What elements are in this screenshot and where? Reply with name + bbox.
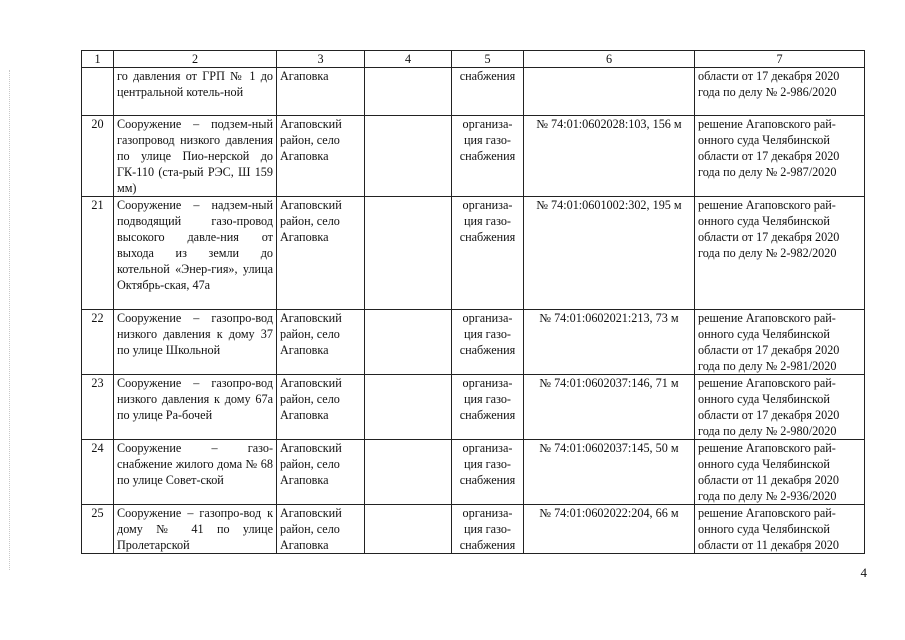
object-purpose: организа-ция газо-снабжения	[452, 505, 524, 554]
court-decision: решение Агаповского рай-онного суда Челябинской области от 17 декабря 2020 года по делу № 2-982/2020	[695, 197, 865, 310]
court-decision: области от 17 декабря 2020 года по делу № 2-986/2020	[695, 68, 865, 116]
object-address: Агаповский район, село Агаповка	[277, 310, 365, 375]
row-number: 25	[82, 505, 114, 554]
object-name: Сооружение – газопро-вод низкого давления к дому 67а по улице Ра-бочей	[114, 375, 277, 440]
cadastral-number: № 74:01:0601002:302, 195 м	[524, 197, 695, 310]
cadastral-number: № 74:01:0602028:103, 156 м	[524, 116, 695, 197]
empty-cell	[365, 310, 452, 375]
object-name: Сооружение – газо-снабжение жилого дома № 68 по улице Совет-ской	[114, 440, 277, 505]
page-number: 4	[860, 565, 867, 580]
court-decision: решение Агаповского рай-онного суда Челябинской области от 17 декабря 2020 года по делу № 2-981/2020	[695, 310, 865, 375]
empty-cell	[365, 68, 452, 116]
object-address: Агаповский район, село Агаповка	[277, 375, 365, 440]
binding-margin-line	[9, 70, 10, 570]
court-decision: решение Агаповского рай-онного суда Челябинской области от 11 декабря 2020	[695, 505, 865, 554]
header-cell: 4	[365, 51, 452, 68]
object-purpose: снабжения	[452, 68, 524, 116]
row-number: 23	[82, 375, 114, 440]
empty-cell	[365, 440, 452, 505]
object-name: го давления от ГРП № 1 до центральной котель-ной	[114, 68, 277, 116]
header-cell: 5	[452, 51, 524, 68]
object-purpose: организа-ция газо-снабжения	[452, 375, 524, 440]
row-number	[82, 68, 114, 116]
table-row	[82, 440, 865, 505]
table-row	[82, 310, 865, 375]
empty-cell	[365, 116, 452, 197]
row-number: 22	[82, 310, 114, 375]
object-purpose: организа-ция газо-снабжения	[452, 440, 524, 505]
object-name: Сооружение – надзем-ный подводящий газо-провод высокого давле-ния от выхода из земли до котельной «Энер-гия», улица Октябрь-ская, 47а	[114, 197, 277, 310]
object-name: Сооружение – газопро-вод низкого давления к дому 37 по улице Школьной	[114, 310, 277, 375]
header-row	[82, 51, 865, 68]
object-purpose: организа-ция газо-снабжения	[452, 197, 524, 310]
row-number: 20	[82, 116, 114, 197]
court-decision: решение Агаповского рай-онного суда Челябинской области от 11 декабря 2020 года по делу № 2-936/2020	[695, 440, 865, 505]
header-cell: 3	[277, 51, 365, 68]
registry-table	[81, 50, 865, 554]
table-row	[82, 505, 865, 554]
header-cell: 2	[114, 51, 277, 68]
object-address: Агаповский район, село Агаповка	[277, 116, 365, 197]
cadastral-number: № 74:01:0602022:204, 66 м	[524, 505, 695, 554]
empty-cell	[365, 375, 452, 440]
cadastral-number: № 74:01:0602037:145, 50 м	[524, 440, 695, 505]
empty-cell	[365, 197, 452, 310]
object-name: Сооружение – газопро-вод к дому № 41 по улице Пролетарской	[114, 505, 277, 554]
cadastral-number	[524, 68, 695, 116]
row-number: 24	[82, 440, 114, 505]
object-purpose: организа-ция газо-снабжения	[452, 310, 524, 375]
table-row	[82, 68, 865, 116]
cadastral-number: № 74:01:0602037:146, 71 м	[524, 375, 695, 440]
table-row	[82, 375, 865, 440]
object-name: Сооружение – подзем-ный газопровод низкого давления по улице Пио-нерской до ГК-110 (ста-рый РЭС, Ш 159 мм)	[114, 116, 277, 197]
table-row	[82, 197, 865, 310]
object-purpose: организа-ция газо-снабжения	[452, 116, 524, 197]
header-cell: 6	[524, 51, 695, 68]
row-number: 21	[82, 197, 114, 310]
empty-cell	[365, 505, 452, 554]
object-address: Агаповка	[277, 68, 365, 116]
cadastral-number: № 74:01:0602021:213, 73 м	[524, 310, 695, 375]
object-address: Агаповский район, село Агаповка	[277, 505, 365, 554]
object-address: Агаповский район, село Агаповка	[277, 197, 365, 310]
object-address: Агаповский район, село Агаповка	[277, 440, 365, 505]
court-decision: решение Агаповского рай-онного суда Челябинской области от 17 декабря 2020 года по делу № 2-980/2020	[695, 375, 865, 440]
court-decision: решение Агаповского рай-онного суда Челябинской области от 17 декабря 2020 года по делу № 2-987/2020	[695, 116, 865, 197]
table-row	[82, 116, 865, 197]
header-cell: 7	[695, 51, 865, 68]
header-cell: 1	[82, 51, 114, 68]
